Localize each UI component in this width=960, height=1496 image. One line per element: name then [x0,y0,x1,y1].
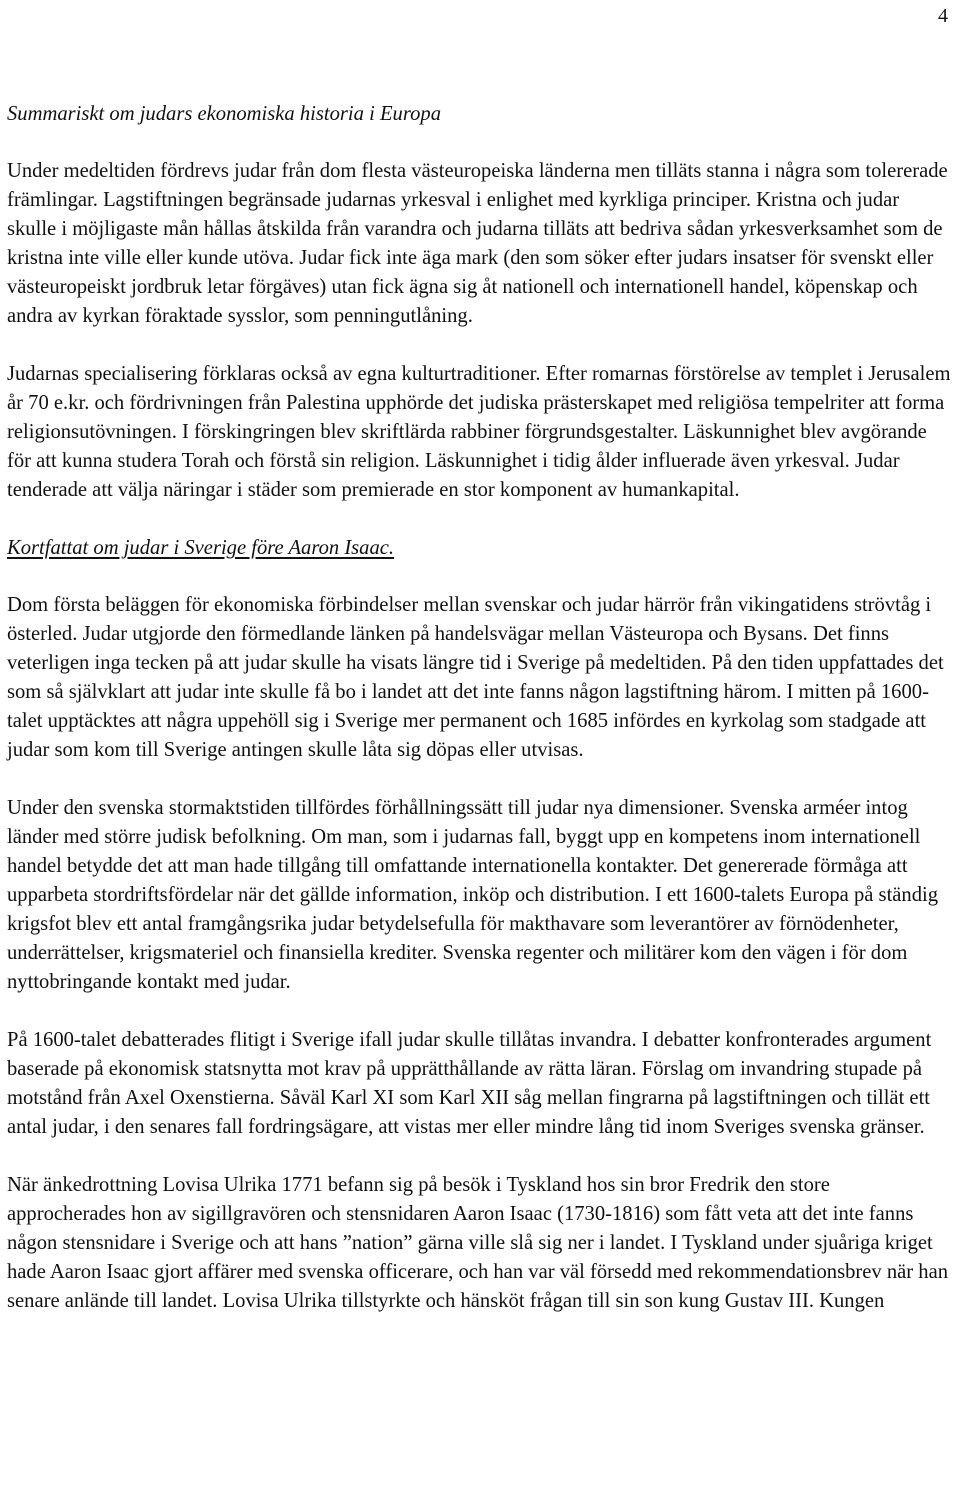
paragraph-specialisation: Judarnas specialisering förklaras också av egna kulturtraditioner. Efter romarnas förstörelse av templet i Jerusalem år 70 e.kr. och fördrivningen från Palestina upphörde det judiska prästerskapet med religiösa tempelriter att forma religionsutövningen. I förskingringen blev skriftlärda rabbiner förgrundsgestalter. Läskunnighet blev avgörande för att kunna studera Torah och förstå sin religion. Läskunnighet i tidig ålder influerade även yrkesval. Judar tenderade att välja näringar i städer som premierade en stor komponent av humankapital. [7,363,951,501]
page-number: 4 [938,5,948,27]
section-heading-jews-in-sweden: Kortfattat om judar i Sverige före Aaron Isaac. [7,537,395,559]
paragraph-first-evidence: Dom första beläggen för ekonomiska förbindelser mellan svenskar och judar härrör från vikingatidens strövtåg i österled. Judar utgjorde den förmedlande länken på handelsvägar mellan Västeuropa och Bysans. Det finns veterligen inga tecken på att judar skulle ha visats längre tid i Sverige på medeltiden. På den tiden uppfattades det som så självklart att judar inte skulle få bo i landet att det inte fanns någon lagstiftning härom. I mitten på 1600-talet upptäcktes att några uppehöll sig i Sverige mer permanent och 1685 infördes en kyrkolag som stadgade att judar som kom till Sverige antingen skulle låta sig döpas eller utvisas. [7,594,944,761]
paragraph-medieval-expulsion: Under medeltiden fördrevs judar från dom flesta västeuropeiska länderna men tilläts stanna i några som tolererade främlingar. Lagstiftningen begränsade judarnas yrkesval i enlighet med kyrkliga principer. Kristna och judar skulle i möjligaste mån hållas åtskilda från varandra och judarna tilläts att bedriva sådan yrkesverksamhet som de kristna inte ville eller kunde utöva. Judar fick inte äga mark (den som söker efter judars insatser för svenskt eller västeuropeiskt jordbruk letar förgäves) utan fick ägna sig åt nationell och internationell handel, köpenskap och andra av kyrkan föraktade sysslor, som penningutlåning. [7,160,948,327]
paragraph-great-power-era: Under den svenska stormaktstiden tillfördes förhållningssätt till judar nya dimensioner. Svenska arméer intog länder med större judisk befolkning. Om man, som i judarnas fall, byggt upp en kompetens inom internationell handel betydde det att man hade tillgång till omfattande internationella kontakter. Det genererade förmåga att upparbeta stordriftsfördelar när det gällde information, inköp och distribution. I ett 1600-talets Europa på ständig krigsfot blev ett antal framgångsrika judar betydelsefulla för makthavare som leverantörer av förnödenheter, underrättelser, krigsmateriel och finansiella krediter. Svenska regenter och militärer kom den vägen i för dom nyttobringande kontakt med judar. [7,797,939,993]
paragraph-immigration-debate: På 1600-talet debatterades flitigt i Sverige ifall judar skulle tillåtas invandra. I debatter konfronterades argument baserade på ekonomisk statsnytta mot krav på upprätthållande av rätta läran. Förslag om invandring stupade på motstånd från Axel Oxenstierna. Såväl Karl XI som Karl XII såg mellan fingrarna på lagstiftningen och tillät ett antal judar, i den senares fall fordringsägare, att vistas mer eller mindre lång tid inom Sveriges svenska gränser. [7,1029,932,1138]
document-body [7,100,953,1345]
section-heading-economic-history: Summariskt om judars ekonomiska historia i Europa [7,103,441,125]
paragraph-lovisa-ulrika: När änkedrottning Lovisa Ulrika 1771 befann sig på besök i Tyskland hos sin bror Fredrik den store approcherades hon av sigillgravören och stensnidaren Aaron Isaac (1730-1816) som fått veta att det inte fanns någon stensnidare i Sverige och att hans ”nation” gärna ville slå sig ner i landet. I Tyskland under sjuåriga kriget hade Aaron Isaac gjort affärer med svenska officerare, och han var väl försedd med rekommendationsbrev när han senare anlände till landet. Lovisa Ulrika tillstyrkte och hänsköt frågan till sin son kung Gustav III. Kungen [7,1174,949,1312]
